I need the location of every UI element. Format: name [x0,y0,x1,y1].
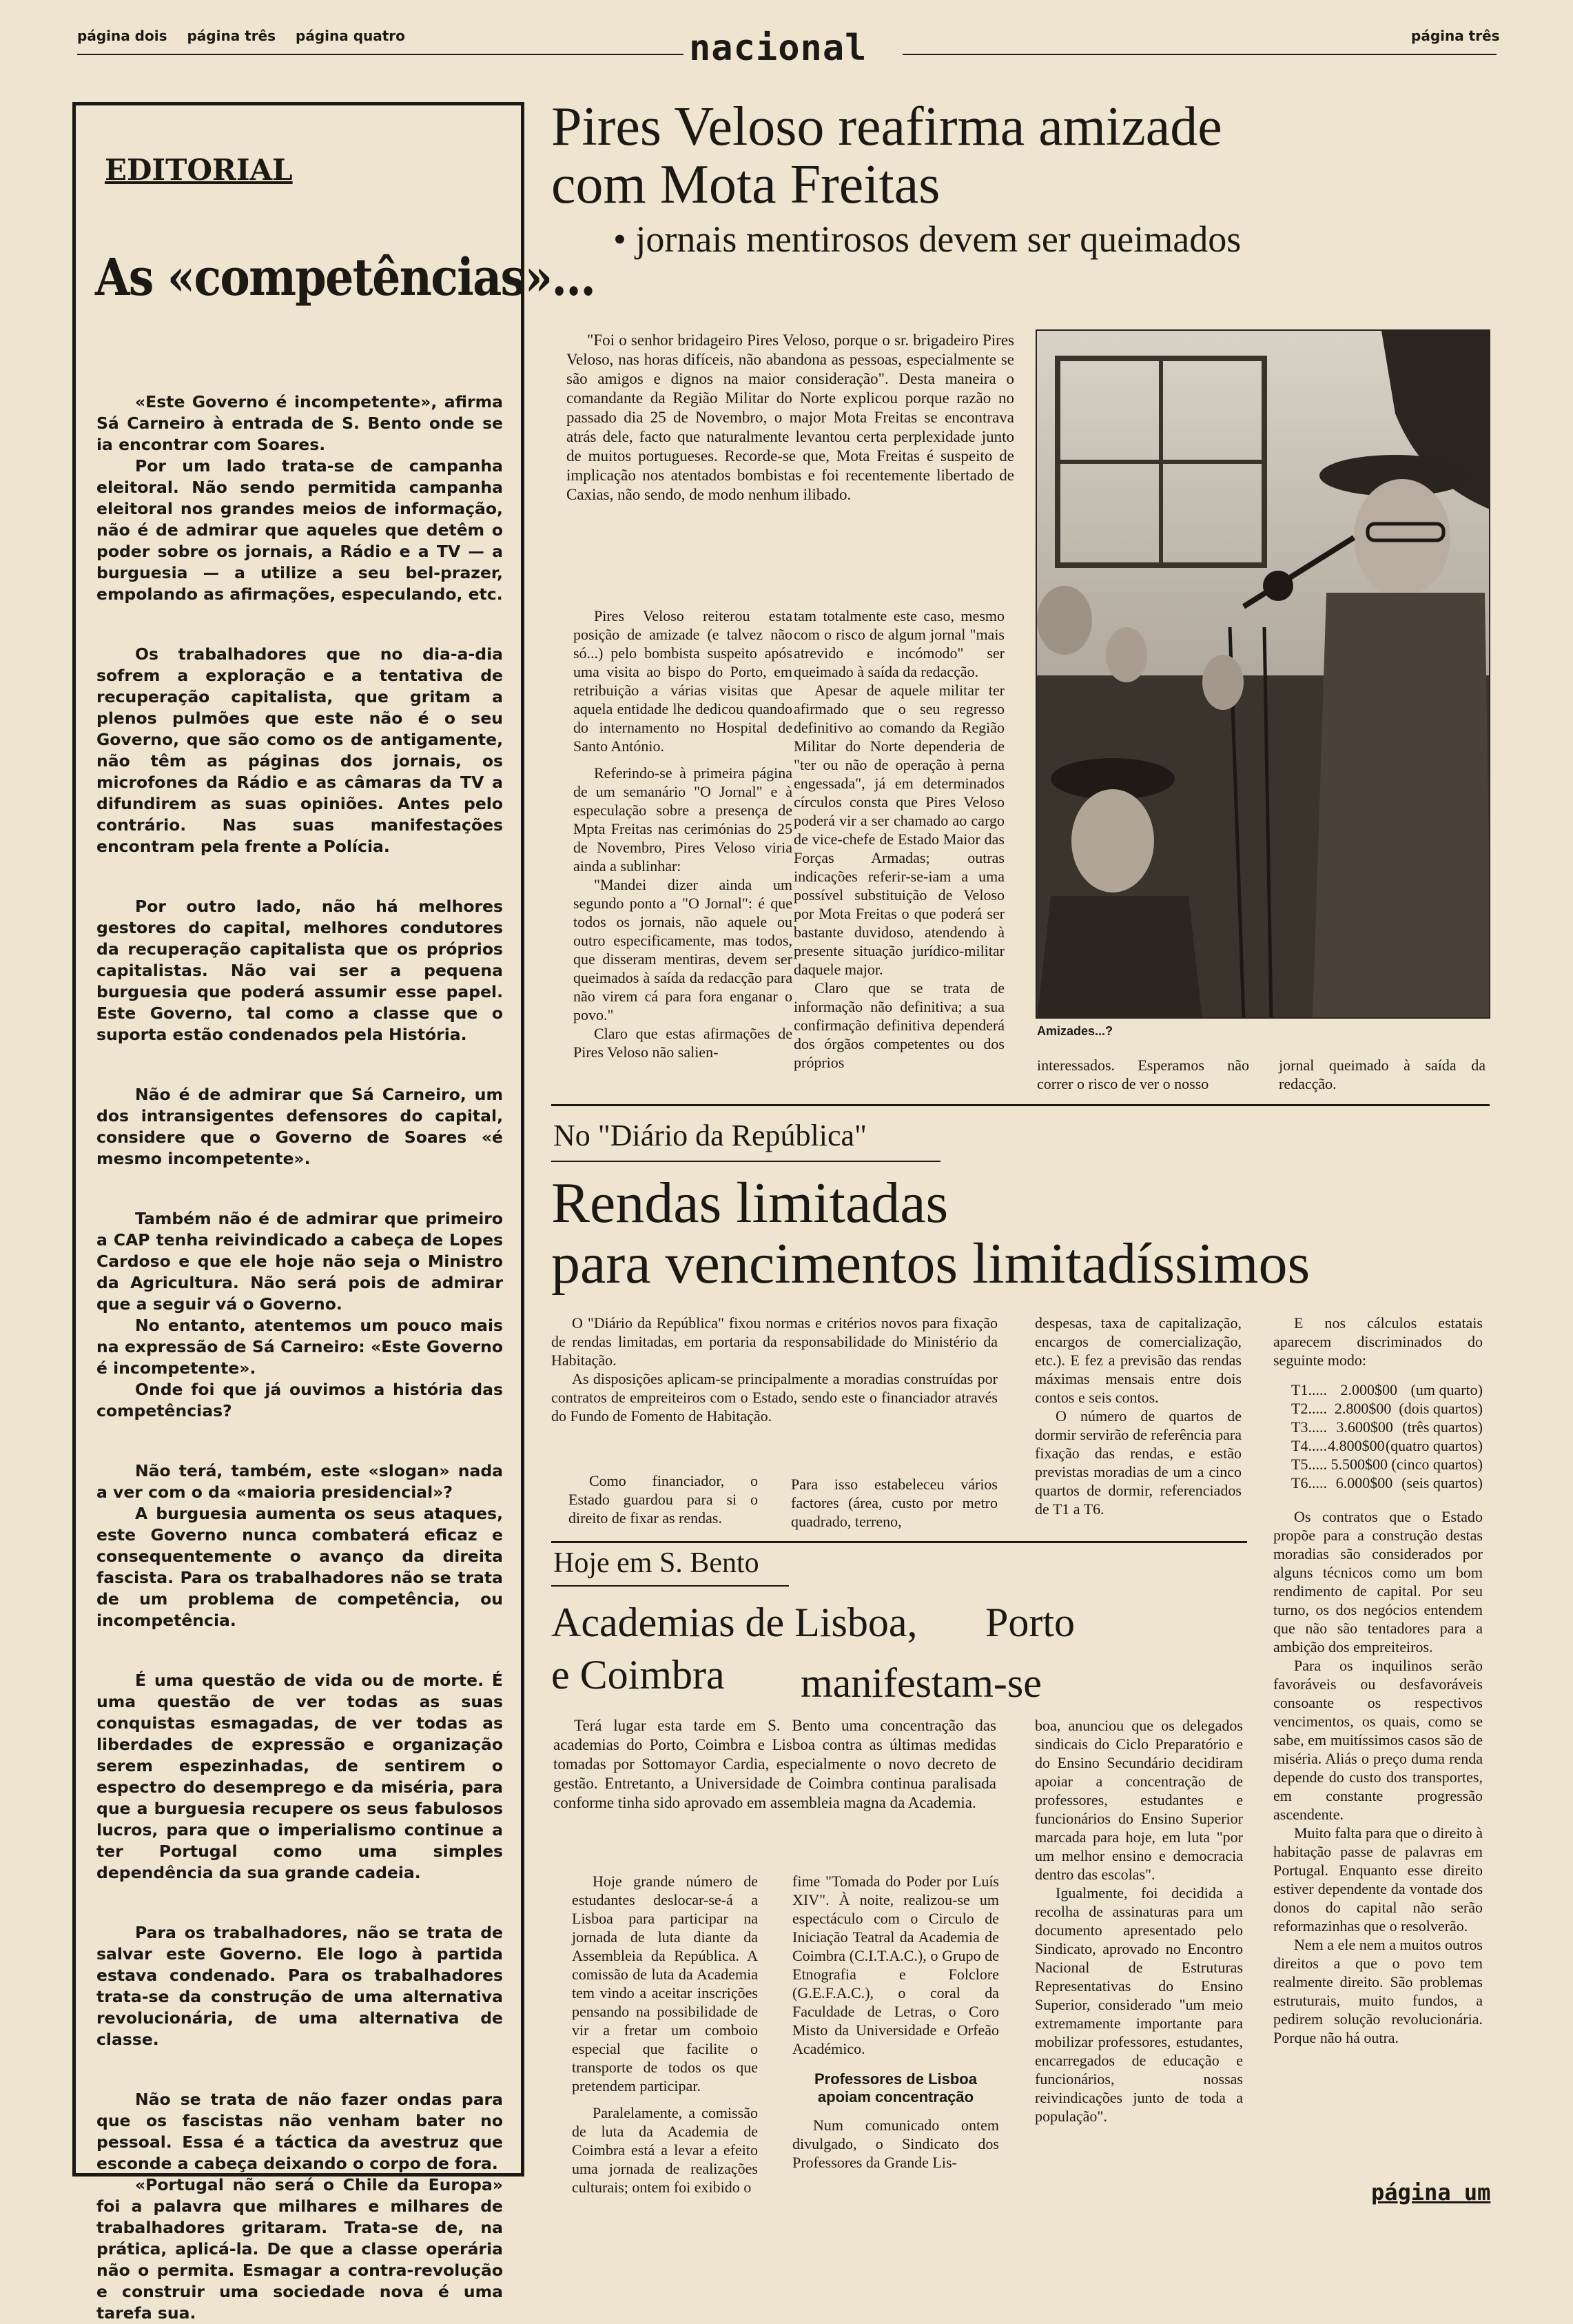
article1-paragraph: Pires Veloso reiterou esta posição de amizade (e talvez não só...) pelo bombista suspeito após uma visita ao bispo do Porto, em retribuição a várias visitas que aquela entidade lhe dedicou quando do internamento no Hospital de Santo António. [573,607,792,755]
article1-column-4 [1279,1056,1485,1093]
article1-photo-caption: Amizades...? [1037,1024,1113,1038]
rent-rooms: (quatro quartos) [1385,1437,1483,1454]
rent-rooms: (seis quartos) [1401,1474,1483,1491]
article3-kicker: Hoje em S. Bento [553,1547,759,1579]
rent-value: 2.800$00 [1334,1400,1392,1417]
article2-column-2 [791,1475,998,1531]
rent-rooms: (um quarto) [1410,1381,1483,1398]
rent-row [1273,1418,1483,1436]
rent-type: T3..... [1291,1418,1327,1436]
editorial-paragraph: Onde foi que já ouvimos a história das competências? [96,1380,503,1420]
article3-headline-word-porto: Porto [985,1600,1076,1645]
article1-paragraph: jornal queimado à saída da redacção. [1279,1057,1485,1092]
article2-column-1b [568,1471,758,1527]
page-nav [77,28,420,44]
editorial-paragraph: No entanto, atentemos um pouco mais na expressão de Sá Carneiro: «Este Governo é incompetente». [96,1316,503,1378]
article2-paragraph: Para os inquilinos serão favoráveis ou desfavoráveis consoante os respectivos vencimentos, os quais, como se sabe, em muitíssimos casos são de miséria. Aliás o preço duma renda depende do custo dos transportes, em constante progressão ascendente. [1273,1657,1483,1823]
photo-illustration [1037,331,1490,1019]
rent-row [1273,1436,1483,1455]
article1-headline-line2: com Mota Freitas [551,154,940,215]
rent-value: 3.600$00 [1336,1418,1393,1436]
editorial-paragraph: Os trabalhadores que no dia-a-dia sofrem a exploração e a tentativa de recuperação capitalista, que gritam a plenos pulmões que este não é o seu Governo, que são como os de antigamente, não têm as páginas dos jornais, os microfones da Rádio e as câmaras da TV a difundirem as suas opiniões. Antes pelo contrário. Nas suas manifestações encontram pela frente a Polícia. [96,644,503,856]
editorial-paragraph: Não terá, também, este «slogan» nada a ver com o da «maioria presidencial»? [96,1461,503,1502]
article2-headline-line2: para vencimentos limitadíssimos [551,1232,1310,1296]
editorial-title: As «competências»... [95,248,595,307]
editorial-label: EDITORIAL [105,153,293,187]
editorial-paragraph: Para os trabalhadores, não se trata de salvar este Governo. Ele logo à partida estava condenado. Para os trabalhadores trata-se da construção de uma alternativa revolucionária, de uma alternativa de classe. [96,1923,503,2049]
article1-headline-line1: Pires Veloso reafirma amizade [551,96,1222,157]
rent-type: T5..... [1291,1456,1327,1473]
article2-column-4 [1273,1314,1483,2047]
article1-column-1 [573,607,792,1061]
article2-column-1 [551,1314,998,1425]
article3-paragraph: Hoje grande número de estudantes deslocar-se-á a Lisboa para participar na jornada de luta diante da Assembleia da República. A comissão de luta da Academia tem vindo a aceitar inscrições pensando na possibilidade de vir a fretar um comboio especial que facilite o transporte de todos os que pretendem participar. [572,1873,758,2094]
article2-paragraph: Muito falta para que o direito à habitação passe de palavras em Portugal. Enquanto esse direito estiver dependente da vontade dos donos do capital não serão reformazinhas que o resolverão. [1273,1824,1483,1935]
editorial-paragraph: É uma questão de vida ou de morte. É uma questão de ver todas as suas conquistas esmagadas, de ver todas as liberdades de expressão e organização serem espezinhadas, de sentirem o espectro do desemprego e da miséria, para que a burguesia recupere os seus fabulosos lucros, para que o imperialismo continue a ter Portugal como uma simples dependência da sua grande cadeia. [96,1671,503,1882]
rent-rooms: (três quartos) [1402,1418,1483,1436]
article3-column-1 [572,1872,758,2196]
article2-paragraph: despesas, taxa de capitalização, encargos de comercialização, etc.). E fez a previsão das rendas máximas mensais entre dois contos e seis contos. [1035,1314,1242,1406]
rent-row [1273,1474,1483,1492]
rent-type: T1..... [1291,1381,1327,1398]
article3-paragraph: Paralelamente, a comissão de luta da Academia de Coimbra está a levar a efeito uma jornada de realizações culturais; ontem foi exibido o [572,2104,758,2196]
article2-headline [551,1173,1310,1294]
article1-lead [566,331,1014,504]
kicker-underline [551,1161,940,1162]
rent-row [1273,1380,1483,1399]
article3-paragraph: fime "Tomada do Poder por Luís XIV". À noite, realizou-se um espectáculo com o Circulo de Iniciação Teatral da Academia de Coimbra (C.I.T.A.C.), o Grupo de Etnografia e Folclore (G.E.F.A.C.), o coral da Faculdade de Letras, o Coro Misto da Universidade e Orfeão Académico. [792,1873,999,2057]
rent-row [1273,1399,1483,1418]
nav-link-pagina-tres[interactable]: página três [187,28,276,44]
article3-subhead: Professores de Lisboa apoiam concentração [814,2070,977,2106]
rent-type: T6..... [1291,1474,1327,1491]
editorial-paragraph: Também não é de admirar que primeiro a CAP tenha reivindicado a cabeça de Lopes Cardoso e que ele hoje não seja o Ministro da Agricultura. Não será pois de admirar que a seguir vá o Governo. [96,1209,503,1314]
article1-paragraph: Claro que estas afirmações de Pires Veloso não salien- [573,1025,792,1061]
editorial-paragraph: «Este Governo é incompetente», afirma Sá Carneiro à entrada de S. Bento onde se ia encontrar com Soares. [96,392,503,454]
article2-paragraph: Nem a ele nem a muitos outros direitos a que o povo tem realmente direito. São problemas estruturais, muito fundos, a pedirem solução revolucionária. Porque não há outra. [1273,1936,1483,2046]
article1-paragraph: Apesar de aquele militar ter afirmado que o seu regresso definitivo ao comando da Região Militar do Norte dependeria de "ter ou não de operação à perna engessada", já em determinados círculos consta que Pires Veloso poderá vir a ser chamado ao cargo de vice-chefe de Estado Maior das Forças Armadas; outras indicações referir-se-iam a uma possível substituição de Veloso por Mota Freitas o que poderá ser bastante duvidoso, atendendo à presente situação jurídico-militar daquele major. [794,682,1005,978]
article1-paragraph: interessados. Esperamos não correr o risco de ver o nosso [1037,1057,1249,1092]
article2-paragraph: As disposições aplicam-se principalmente a moradias construídas por contratos de empreiteiros com o Estado, sendo este o financiador através do Fundo de Fomento de Habitação. [551,1370,998,1425]
article2-paragraph: O "Diário da República" fixou normas e critérios novos para fixação de rendas limitadas, em portaria da responsabilidade do Ministério da Habitação. [551,1314,998,1369]
rent-table [1273,1380,1483,1492]
kicker-underline [551,1585,789,1587]
header-rule-right [903,54,1497,55]
rent-type: T2..... [1291,1400,1327,1417]
article3-column-2 [792,1872,999,2172]
article1-subheadline: • jornais mentirosos devem ser queimados [613,218,1242,260]
article-divider [551,1541,1247,1543]
article2-headline-line1: Rendas limitadas [551,1171,949,1235]
article1-lead-text: "Foi o senhor bridageiro Pires Veloso, porque o sr. brigadeiro Pires Veloso, nas horas difíceis, não abandona as pessoas, especialmente se são amigos e dignos na maior consideração". Desta maneira o comandante da Região Militar do Norte explicou porque razão no passado dia 25 de Novembro, o major Mota Freitas se encontrava atrás dele, facto que naturalmente levantou certa perplexidade junto de muitos portugueses. Recorde-se que, Mota Freitas é suspeito de implicação nos atentados bombistas e foi recentemente libertado de Caxias, não sendo, de modo nenhum ilibado. [566,332,1014,503]
editorial-paragraph: Não é de admirar que Sá Carneiro, um dos intransigentes defensores do capital, considere que o Governo de Soares «é mesmo incompetente». [96,1085,503,1168]
header-rule-left [77,54,683,55]
article1-photo [1036,329,1490,1019]
article1-paragraph: Claro que se trata de informação não definitiva; a sua confirmação definitiva dependerá dos órgãos competentes ou dos próprios [794,979,1005,1071]
article2-paragraph: Para isso estabeleceu vários factores (área, custo por metro quadrado, terreno, [791,1476,998,1530]
editorial-paragraph: Por um lado trata-se de campanha eleitoral. Não sendo permitida campanha eleitoral nos grandes meios de informação, não é de admirar que aqueles que detêm o poder sobre os jornais, a Rádio e a TV — a burguesia — a utilize a seu bel-prazer, empolando as afirmações, especulando, etc. [96,456,503,604]
nav-link-pagina-dois[interactable]: página dois [77,28,167,44]
rent-rooms: (dois quartos) [1399,1400,1483,1417]
article1-paragraph: Referindo-se à primeira página de um semanário "O Jornal" e à especulação sobre a presença de Mpta Freitas nas cerimónias do 25 de Novembro, Pires Veloso viria ainda a sublinhar: [573,764,792,875]
article1-paragraph: "Mandei dizer ainda um segundo ponto a "O Jornal": é que todos os jornais, não aquele ou outro especificamente, mas todos, que disseram mentiras, devem ser queimados à saída da redacção para não virem cá para fora enganar o povo." [573,876,792,1023]
article3-headline-line2: e Coimbra [551,1652,725,1698]
article2-paragraph: Como financiador, o Estado guardou para si o direito de fixar as rendas. [568,1472,758,1527]
rent-row [1273,1455,1483,1474]
rent-value: 2.000$00 [1340,1381,1397,1398]
article2-paragraph: Os contratos que o Estado propõe para a construção destas moradias são considerados por alguns técnicos como um bom rendimento de capital. Por seu turno, os dos negócios entendem que não são tentadores para a ambição dos empreiteiros. [1273,1508,1483,1655]
article3-paragraph: boa, anunciou que os delegados sindicais do Ciclo Preparatório e do Ensino Secundário decidiram apoiar a concentração de professores, estudantes e funcionários do Ensino Superior marcada para hoje, em luta "por um melhor ensino e democracia dentro das escolas". [1035,1717,1243,1883]
article3-paragraph: Igualmente, foi decidida a recolha de assinaturas para um documento apresentado pelo Sindicato, aprovado no Encontro Nacional de Estruturas Representativas do Ensino Superior, considerado "um meio extremamente importante para mobilizar professores, estudantes, encarregados de educação e funcionários, nossas reivindicações junto de toda a população". [1035,1884,1243,2125]
rent-value: 5.500$00 [1330,1456,1388,1473]
article2-paragraph: O número de quartos de dormir servirão de referência para fixação das rendas, e estão previstas moradias de um a cinco quartos de dormir, referenciados de T1 a T6. [1035,1407,1242,1518]
page-number: página três [1411,28,1500,44]
editorial-body [96,391,503,2324]
article3-headline-word-manifestam: manifestam-se [801,1660,1042,1706]
article2-kicker: No "Diário da República" [553,1119,867,1152]
article3-lead-text: Terá lugar esta tarde em S. Bento uma concentração das academias do Porto, Coimbra e Lisboa contra as últimas medidas tomadas por Sottomayor Cardia, especialmente o novo decreto de gestão. Entretanto, a Universidade de Coimbra continua paralisada conforme tinha sido aprovado em assembleia magna da Academia. [553,1717,996,1811]
article3-paragraph: Num comunicado ontem divulgado, o Sindicato dos Professores da Grande Lis- [792,2117,999,2171]
article1-paragraph: tam totalmente este caso, mesmo com o risco de algum jornal "mais atrevido e incómodo" ser queimado à saída da redacção. [794,607,1005,680]
article2-column-3 [1035,1314,1242,1518]
article1-headline [551,98,1222,214]
section-title: nacional [689,28,867,69]
next-page-link[interactable]: página um [1371,2179,1491,2205]
rent-type: T4..... [1291,1437,1327,1454]
editorial-paragraph: Não se trata de não fazer ondas para que os fascistas não venham bater no pessoal. Essa é a táctica da avestruz que esconde a cabeça deixando o corpo de fora. [96,2090,503,2173]
article2-paragraph: E nos cálculos estatais aparecem discriminados do seguinte modo: [1273,1314,1483,1369]
editorial-paragraph: A burguesia aumenta os seus ataques, este Governo nunca combaterá eficaz e consequentemente o avanço da direita fascista. Para os trabalhadores não se trata de um problema de competência, ou incompetência. [96,1504,503,1630]
article1-column-2 [794,607,1005,1072]
rent-rooms: (cinco quartos) [1391,1456,1483,1473]
article1-column-3 [1037,1056,1249,1093]
editorial-paragraph: «Portugal não será o Chile da Europa» foi a palavra que milhares e milhares de trabalhadores gritaram. Trata-se de, na prática, aplicá-la. De que a classe operária não o permita. Esmagar a contra-revolução e construir uma sociedade nova é uma tarefa sua. [96,2175,503,2323]
rent-value: 4.800$00 [1328,1437,1385,1454]
editorial-paragraph: Por outro lado, não há melhores gestores do capital, melhores condutores da recuperação capitalista que os próprios capitalistas. Não vai ser a pequena burguesia que poderá assumir esse papel. Este Governo, tal como a classe que o suporta estão condenados pela História. [96,897,503,1044]
nav-link-pagina-quatro[interactable]: página quatro [296,28,405,44]
article3-lead [553,1716,996,1813]
article3-headline-line1: Academias de Lisboa, [551,1600,918,1645]
article3-column-3 [1035,1716,1243,2126]
rent-value: 6.000$00 [1335,1474,1393,1491]
article-divider [551,1104,1490,1106]
